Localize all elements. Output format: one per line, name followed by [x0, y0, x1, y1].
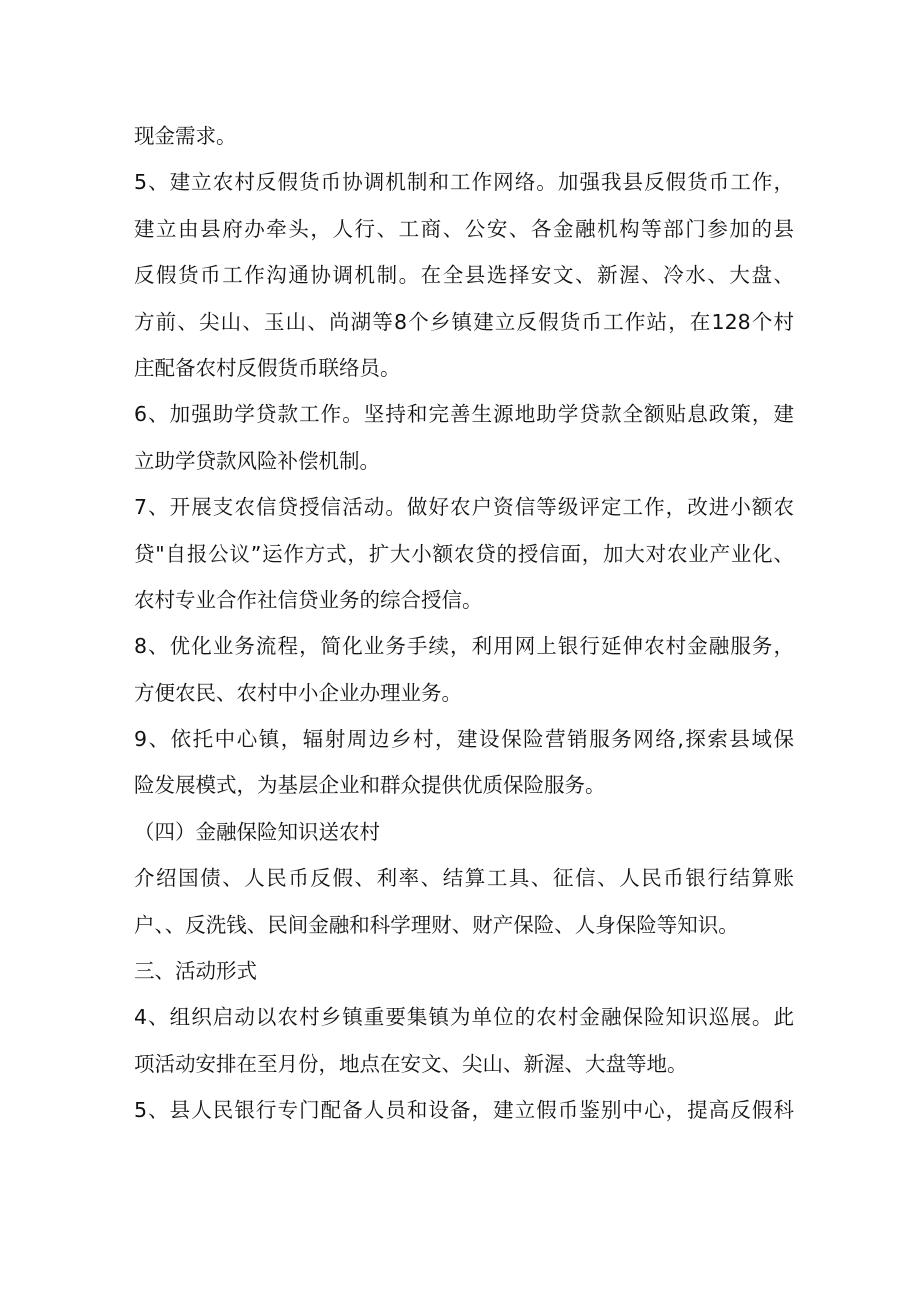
text-line: 7、开展支农信贷授信活动。做好农户资信等级评定工作，改进小额农: [134, 495, 794, 520]
text-line: 8、优化业务流程，简化业务手续，利用网上银行延伸农村金融服务，: [134, 634, 794, 659]
text-line: （四）金融保险知识送农村: [134, 819, 380, 844]
text-line: 三、活动形式: [134, 959, 257, 984]
document-body: [134, 113, 794, 1134]
text-line: 9、依托中心镇，辐射周边乡村，建设保险营销服务网络,探索县域保: [134, 727, 794, 752]
text-line: 方便农民、农村中小企业办理业务。: [134, 680, 462, 705]
text-line: 建立由县府办牵头，人行、工商、公安、各金融机构等部门参加的县: [134, 216, 794, 241]
text-line: 庄配备农村反假货币联络员。: [134, 355, 401, 380]
text-line: 5、建立农村反假货币协调机制和工作网络。加强我县反假货币工作，: [134, 170, 794, 195]
text-line: 立助学贷款风险补偿机制。: [134, 448, 380, 473]
text-line: 反假货币工作沟通协调机制。在全县选择安文、新渥、冷水、大盘、: [134, 263, 794, 288]
text-line: 农村专业合作社信贷业务的综合授信。: [134, 587, 483, 612]
text-line: 险发展模式，为基层企业和群众提供优质保险服务。: [134, 773, 606, 798]
text-line: 介绍国债、人民币反假、利率、结算工具、征信、人民币银行结算账: [134, 866, 794, 891]
text-line: 贷"自报公议”运作方式，扩大小额农贷的授信面，加大对农业产业化、: [134, 541, 794, 566]
text-line: 5、县人民银行专门配备人员和设备，建立假币鉴别中心，提高反假科: [134, 1098, 794, 1123]
text-line: 户、、反洗钱、民间金融和科学理财、财产保险、人身保险等知识。: [134, 912, 739, 937]
text-line: 项活动安排在至月份，地点在安文、尖山、新渥、大盘等地。: [134, 1051, 688, 1076]
text-line: 方前、尖山、玉山、尚湖等8个乡镇建立反假货币工作站，在128个村: [134, 309, 794, 334]
text-line: 4、组织启动以农村乡镇重要集镇为单位的农村金融保险知识巡展。此: [134, 1005, 794, 1030]
text-line: 6、加强助学贷款工作。坚持和完善生源地助学贷款全额贴息政策，建: [134, 402, 794, 427]
text-line: 现金需求。: [134, 124, 237, 148]
